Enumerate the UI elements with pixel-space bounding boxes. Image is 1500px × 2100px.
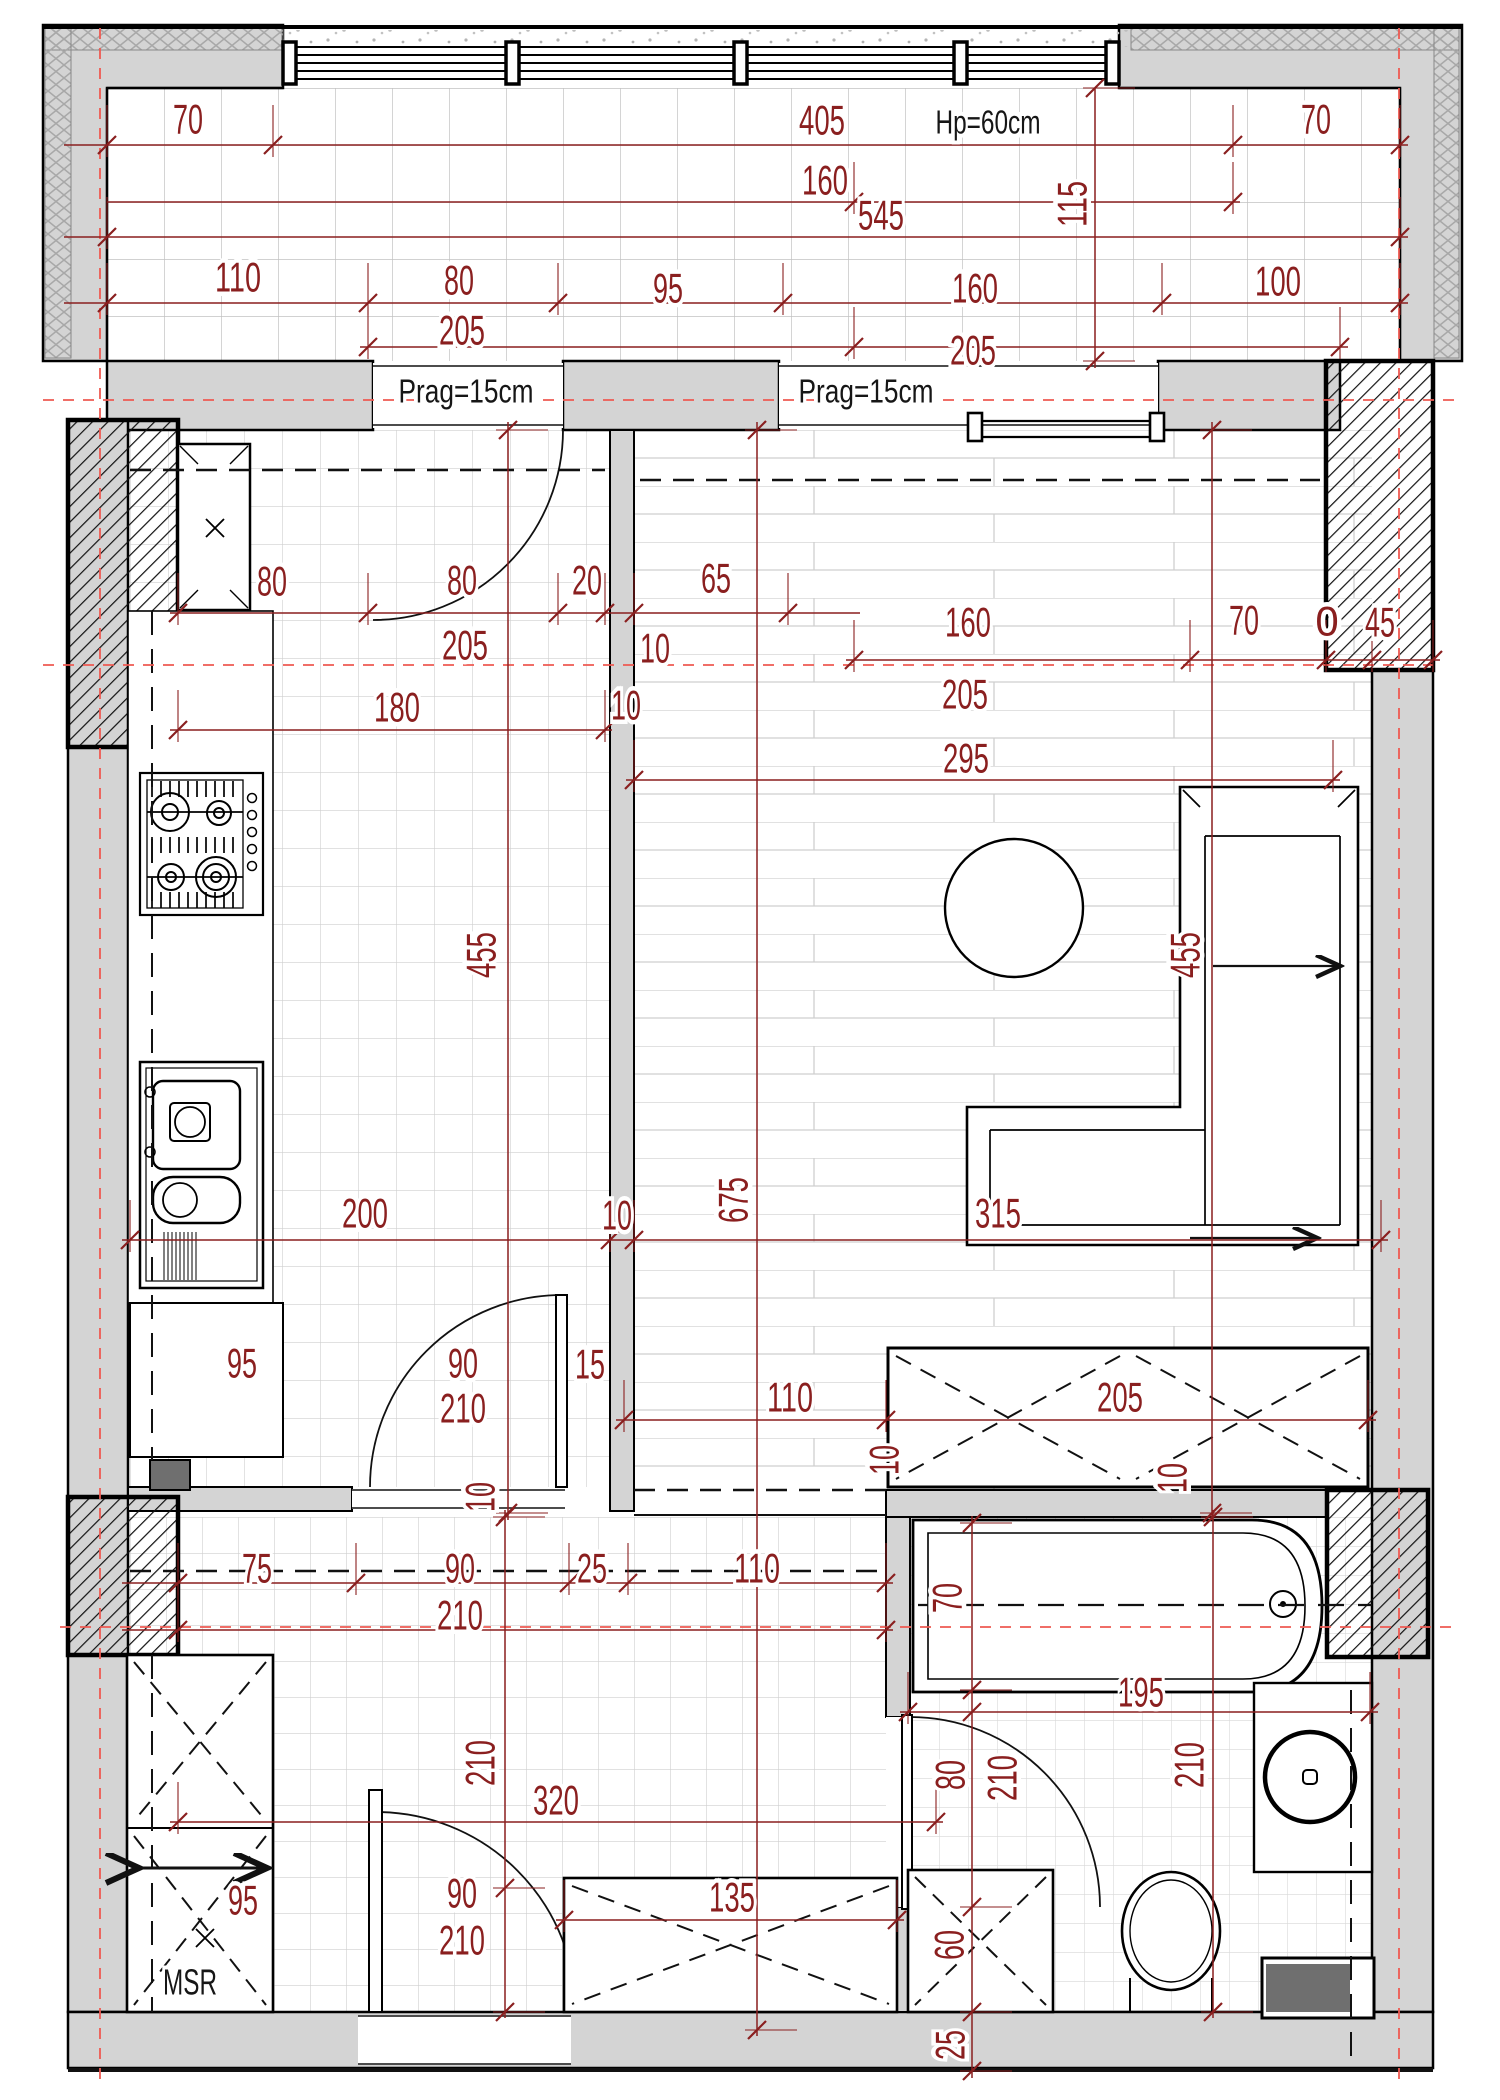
dimension-label: 95	[227, 1339, 257, 1387]
dimension-label: 10	[611, 681, 641, 729]
dimension-label: 10	[602, 1191, 632, 1239]
dimension-label: 70	[1229, 596, 1259, 644]
dimension-label: 80	[444, 256, 474, 304]
dimension-label: 210	[437, 1591, 483, 1639]
dimension-label: 0	[1315, 597, 1339, 645]
hall-bath-wall	[886, 1513, 910, 1717]
dimension-label: 455	[1161, 907, 1209, 978]
dimension-label: 45	[1365, 598, 1395, 646]
dimension-label: 210	[439, 1916, 485, 1964]
dimension-label: 315	[975, 1189, 1021, 1237]
right-wall	[1372, 670, 1433, 2012]
top-wall-segment	[1158, 361, 1340, 430]
dimension-label: 20	[572, 556, 602, 604]
dimension-label: 110	[734, 1544, 780, 1592]
kitchen-sink	[140, 1062, 263, 1288]
kitchen-living-partition	[610, 430, 634, 1511]
dimension-label: 60	[925, 1913, 973, 1960]
dimension-label: 65	[701, 554, 731, 602]
dimension-label: 205	[950, 326, 996, 374]
dimension-label: 80	[926, 1743, 974, 1790]
dimension-label: 455	[457, 907, 505, 978]
dimension-label: 95	[228, 1876, 258, 1924]
bottom-wall	[68, 2012, 1433, 2068]
text-label: MSR	[163, 1961, 217, 2003]
dimension-label: 135	[709, 1873, 755, 1921]
dimension-label: 70	[923, 1566, 971, 1613]
dimension-label: 200	[342, 1189, 388, 1237]
dimension-label: 205	[1097, 1373, 1143, 1421]
text-label: Prag=15cm	[398, 372, 534, 410]
dimension-label: 110	[215, 253, 261, 301]
dimension-label: 75	[242, 1544, 272, 1592]
dimension-label: 90	[445, 1544, 475, 1592]
dimension-label: 675	[709, 1152, 757, 1223]
hall-wardrobe-msr	[127, 1655, 273, 2012]
dimension-label: 210	[978, 1730, 1026, 1801]
round-table	[945, 839, 1083, 977]
dimension-label: 10	[1148, 1446, 1196, 1493]
stove	[140, 773, 263, 915]
balcony-floor	[107, 88, 1400, 361]
dimension-label: 115	[1048, 160, 1096, 227]
dimension-label: 15	[575, 1340, 605, 1388]
dimension-label: 160	[945, 598, 991, 646]
dimension-label: 70	[173, 95, 203, 143]
dimension-label: 70	[1301, 95, 1331, 143]
dimension-label: 210	[456, 1715, 504, 1786]
dimension-label: 100	[1255, 257, 1301, 305]
dimension-label: 205	[942, 670, 988, 718]
column-bottom-left	[68, 1497, 178, 1655]
dimension-label: 10	[456, 1465, 504, 1512]
dimension-label: 95	[653, 264, 683, 312]
dimension-label: 25	[926, 2013, 974, 2060]
dimension-label: 205	[439, 306, 485, 354]
dimension-label: 110	[767, 1373, 813, 1421]
bath-duct	[1262, 1958, 1374, 2018]
dimension-label: 25	[577, 1544, 607, 1592]
text-label: Prag=15cm	[798, 372, 934, 410]
dimension-label: 10	[640, 624, 670, 672]
kitchen-duct	[150, 1460, 190, 1490]
dimension-label: 90	[448, 1339, 478, 1387]
dimension-label: 90	[447, 1869, 477, 1917]
dimension-label: 210	[440, 1384, 486, 1432]
dimension-label: 160	[802, 156, 848, 204]
bath-top-wall	[886, 1490, 1327, 1517]
dimension-label: 545	[858, 191, 904, 239]
dimension-label: 180	[374, 683, 420, 731]
dimension-label: 195	[1118, 1668, 1164, 1716]
dimension-label: 160	[952, 264, 998, 312]
dimension-label: 295	[943, 734, 989, 782]
dimension-label: 80	[447, 556, 477, 604]
dimension-label: 210	[1165, 1717, 1213, 1788]
text-label: Hp=60cm	[935, 103, 1041, 141]
dimension-label: 205	[442, 621, 488, 669]
dimension-label: 10	[860, 1428, 908, 1475]
top-wall-segment	[563, 361, 779, 430]
column-bath-right	[1327, 1490, 1428, 1657]
dimension-label: 405	[799, 96, 845, 144]
dimension-label: 80	[257, 557, 287, 605]
dimension-label: 320	[533, 1776, 579, 1824]
